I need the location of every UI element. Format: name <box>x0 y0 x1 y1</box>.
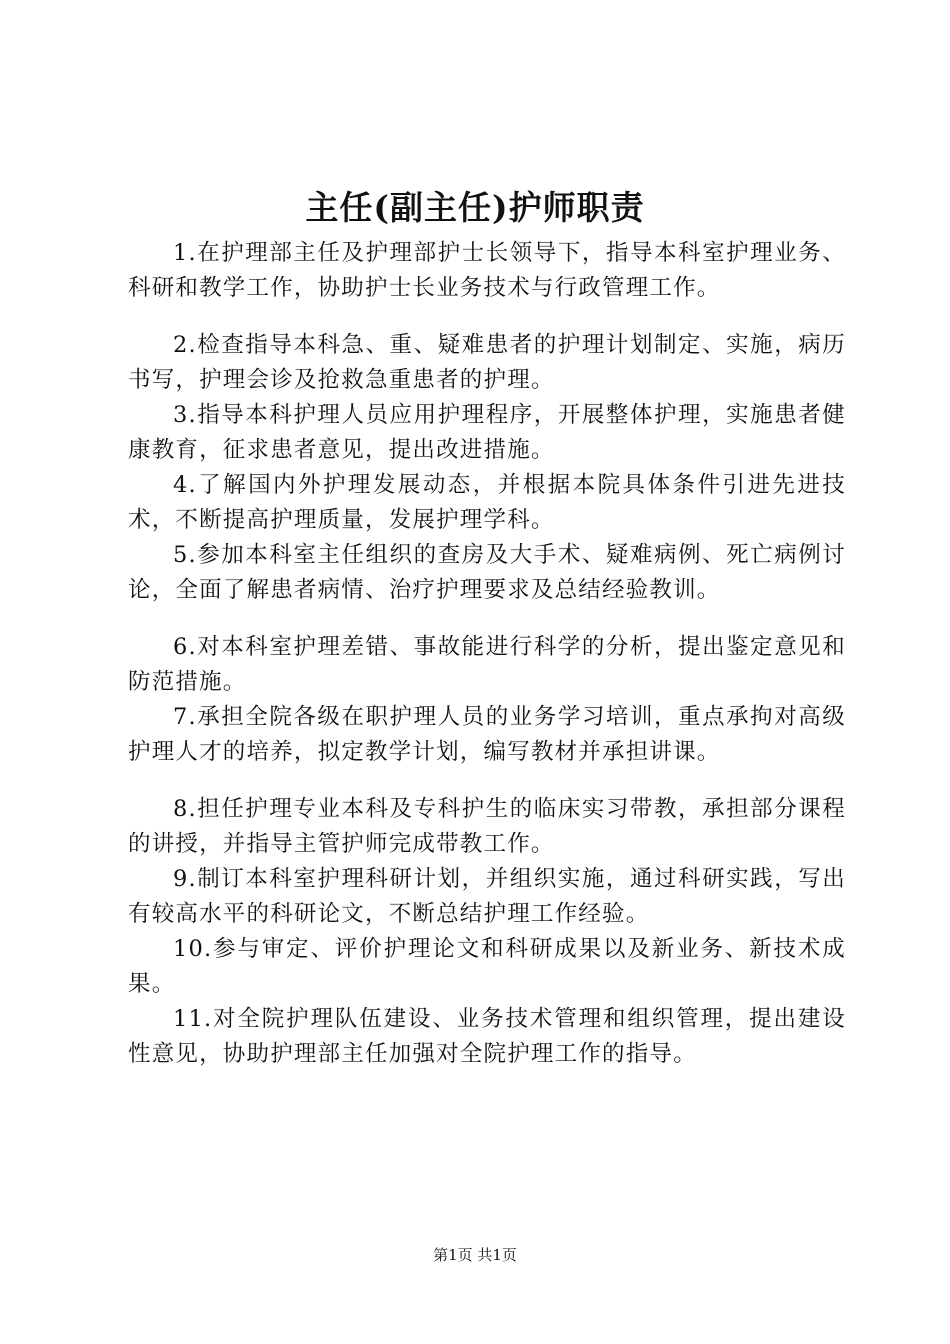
duty-item-6: 6.对本科室护理差错、事故能进行科学的分析，提出鉴定意见和防范措施。 <box>128 634 846 695</box>
duty-item-8: 8.担任护理专业本科及专科护生的临床实习带教，承担部分课程的讲授，并指导主管护师完成带教工作。 <box>128 796 846 857</box>
document-title: 主任(副主任)护师职责 <box>305 188 645 227</box>
duty-list <box>128 236 846 1072</box>
duty-item-7: 7.承担全院各级在职护理人员的业务学习培训，重点承拘对高级护理人才的培养，拟定教学计划，编写教材并承担讲课。 <box>128 704 846 765</box>
duty-item-9: 9.制订本科室护理科研计划，并组织实施，通过科研实践，写出有较高水平的科研论文，不断总结护理工作经验。 <box>128 866 846 927</box>
duty-item-10: 10.参与审定、评价护理论文和科研成果以及新业务、新技术成果。 <box>128 936 846 997</box>
duty-item-4: 4.了解国内外护理发展动态，并根据本院具体条件引进先进技术，不断提高护理质量，发展护理学科。 <box>128 472 846 533</box>
duty-item-2: 2.检查指导本科急、重、疑难患者的护理计划制定、实施，病历书写，护理会诊及抢救急重患者的护理。 <box>128 332 846 393</box>
duty-item-5: 5.参加本科室主任组织的查房及大手术、疑难病例、死亡病例讨论，全面了解患者病情、治疗护理要求及总结经验教训。 <box>128 542 846 603</box>
duty-item-11: 11.对全院护理队伍建设、业务技术管理和组织管理，提出建设性意见，协助护理部主任加强对全院护理工作的指导。 <box>128 1006 846 1067</box>
page-footer: 第1页 共1页 <box>433 1246 517 1264</box>
duty-item-1: 1.在护理部主任及护理部护士长领导下，指导本科室护理业务、科研和教学工作，协助护士长业务技术与行政管理工作。 <box>128 240 846 301</box>
duty-item-3: 3.指导本科护理人员应用护理程序，开展整体护理，实施患者健康教育，征求患者意见，提出改进措施。 <box>128 402 846 463</box>
